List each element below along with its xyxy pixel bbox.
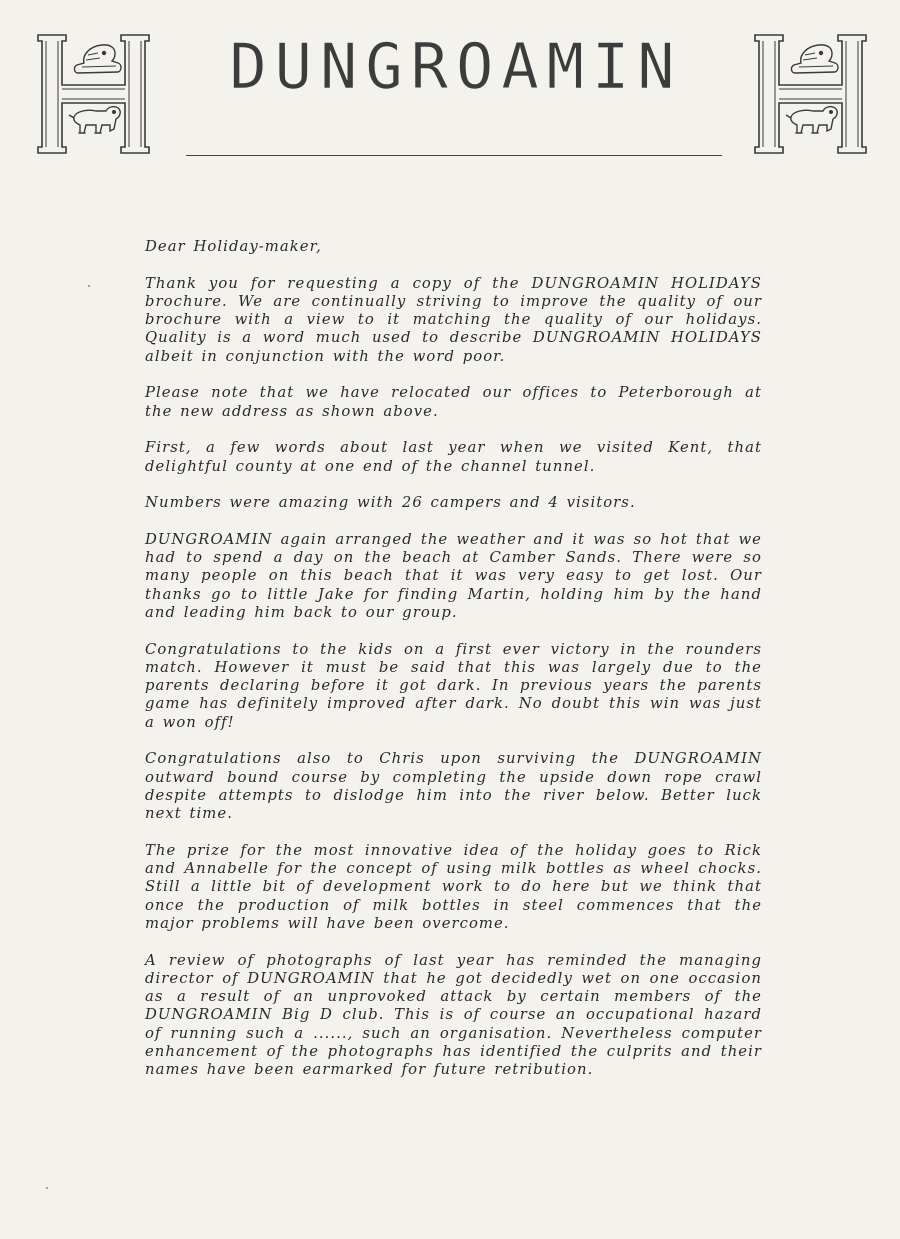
letter-body <box>145 238 762 1098</box>
paragraph-last-year: First, a few words about last year when we visited Kent, that delightful county at one end of the channel tunnel. <box>145 439 762 475</box>
paragraph-brochure: Thank you for requesting a copy of the DUNGROAMIN HOLIDAYS brochure. We are continually striving to improve the quality of our brochure with a view to it matching the quality of our holidays. Quality is a word much used to describe DUNGROAMIN HOLIDAYS albeit in conjunction with the word poor. <box>145 274 762 365</box>
paragraph-weather: DUNGROAMIN again arranged the weather and it was so hot that we had to spend a day on the beach at Camber Sands. There were so many people on this beach that it was very easy to get lost. Our thanks go to little Jake for finding Martin, holding him by the hand and leading him back to our group. <box>145 530 762 621</box>
boot-icon <box>74 45 121 73</box>
paper-speck <box>88 285 90 287</box>
paragraph-numbers: Numbers were amazing with 26 campers and 4 visitors. <box>145 494 636 512</box>
boot-icon <box>791 45 838 73</box>
paragraph-outward-bound: Congratulations also to Chris upon surviving the DUNGROAMIN outward bound course by completing the upside down rope crawl despite attempts to dislodge him into the river below. Better luck next time. <box>145 750 762 823</box>
paragraph-rounders: Congratulations to the kids on a first ever victory in the rounders match. However it must be said that this was largely due to the parents declaring before it got dark. In previous years the parents game has definitely improved after dark. No doubt this win was just a won off! <box>145 640 762 731</box>
salutation: Dear Holiday-maker, <box>145 238 322 255</box>
paragraph-photographs: A review of photographs of last year has reminded the managing director of DUNGROAMIN that he got decidedly wet on one occasion as a result of an unprovoked attack by certain members of the DUNGROAMIN Big D club. This is of course an occupational hazard of running such a ......, such an organisation. Nevertheless computer enhancement of the photographs has identified the culprits and their names have been earmarked for future retribution. <box>145 951 762 1079</box>
title-underline-divider <box>186 155 722 156</box>
paragraph-prize: The prize for the most innovative idea of the holiday goes to Rick and Annabelle for the concept of using milk bottles as wheel chocks. Still a little bit of development work to do here but we think that once the production of milk bottles in steel commences that the major problems will have been overcome. <box>145 841 762 932</box>
paragraph-relocation: Please note that we have relocated our offices to Peterborough at the new address as shown above. <box>145 384 762 420</box>
paper-speck <box>46 1187 48 1189</box>
h-monogram-logo-icon <box>753 33 868 155</box>
company-name-title: DUNGROAMIN <box>229 30 683 103</box>
dog-icon <box>786 107 837 133</box>
h-monogram-logo-icon <box>36 33 151 155</box>
dog-icon <box>69 107 120 133</box>
